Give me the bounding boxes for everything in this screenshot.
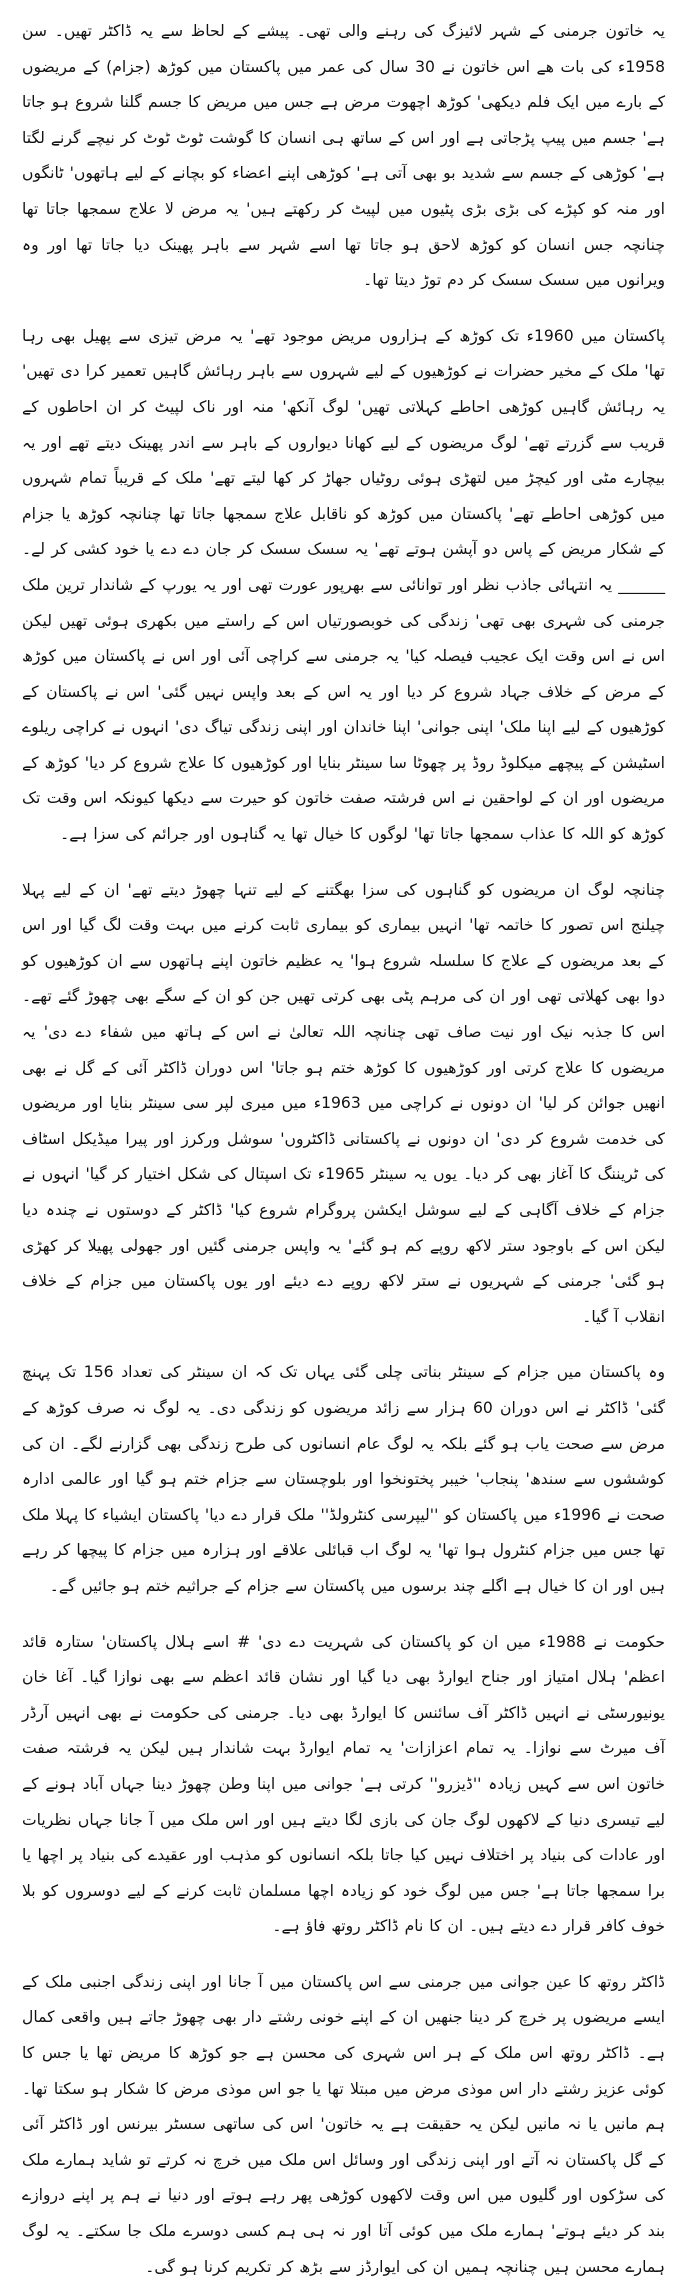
paragraph-1: یہ خاتون جرمنی کے شہر لائیزگ کی رہنے والی تھی۔ پیشے کے لحاظ سے یہ ڈاکٹر تھیں۔ سن 1958ء کی بات ھے اس خاتون نے 30 سال کی عمر میں پاکستان میں کوڑھ (جزام) کے مریضوں کے بارے میں ایک فلم دیکھی' کوڑھ اچھوت مرض ہے جس میں مریض کا جسم گلنا شروع ہو جاتا ہے' جسم میں پیپ پڑجاتی ہے اور اس کے ساتھ ہی انسان کا گوشت ٹوٹ ٹوٹ کر نیچے گرنے لگتا ہے' کوڑھی کے جسم سے شدید بو بھی آتی ہے' کوڑھی اپنے اعضاء کو بچانے کے لیے ہاتھوں' ٹانگوں اور منہ کو کپڑے کی بڑی بڑی پٹیوں میں لپیٹ کر رکھتے ہیں' یہ مرض لا علاج سمجھا جاتا تھا چنانچہ جس انسان کو کوڑھ لاحق ہو جاتا تھا اسے شہر سے باہر پھینک دیا جاتا تھا اور وہ ویرانوں میں سسک سسک کر دم توڑ دیتا تھا۔ — [22, 22, 665, 290]
paragraph-3: چنانچہ لوگ ان مریضوں کو گناہوں کی سزا بھگتنے کے لیے تنہا چھوڑ دیتے تھے' ان کے لیے پہلا چیلنج اس تصور کا خاتمہ تھا' انہیں بیماری کو بیماری ثابت کرنے میں بہت وقت لگ گیا اور اس کے بعد مریضوں کے علاج کا سلسلہ شروع ہوا' یہ عظیم خاتون اپنے ہاتھوں سے ان کوڑھیوں کو دوا بھی کھلاتی تھی اور ان کی مرہم پٹی بھی کرتی تھیں جن کو ان کے سگے بھی چھوڑ گئے تھے۔ اس کا جذبہ نیک اور نیت صاف تھی چنانچہ اللہ تعالیٰ نے اس کے ہاتھ میں شفاء دے دی' یہ مریضوں کا علاج کرتی اور کوڑھیوں کا کوڑھ ختم ہو جاتا' اس دوران ڈاکٹر آئی کے گل نے بھی انھیں جوائن کر لیا' ان دونوں نے کراچی میں 1963ء میں میری لپر سی سینٹر بنایا اور مریضوں کی خدمت شروع کر دی' ان دونوں نے پاکستانی ڈاکٹروں' سوشل ورکرز اور پیرا میڈیکل اسٹاف کی ٹریننگ کا آغاز بھی کر دیا۔ یوں یہ سینٹر 1965ء تک اسپتال کی شکل اختیار کر گیا' انہوں نے جزام کے خلاف آگاہی کے لیے سوشل ایکشن پروگرام شروع کیا' ڈاکٹر کے دوستوں نے چندہ دیا لیکن اس کے باوجود ستر لاکھ روپے کم ہو گئے' یہ واپس جرمنی گئیں اور جھولی پھیلا کر کھڑی ہو گئی' جرمنی کے شہریوں نے ستر لاکھ روپے دے دیئے اور یوں پاکستان میں جزام کے خلاف انقلاب آ گیا۔ — [22, 880, 666, 1326]
paragraph-4: وہ پاکستان میں جزام کے سینٹر بناتی چلی گئی یہاں تک کہ ان سینٹر کی تعداد 156 تک پہنچ گئی' ڈاکٹر نے اس دوران 60 ہزار سے زائد مریضوں کو زندگی دی۔ یہ لوگ نہ صرف کوڑھ کے مرض سے صحت یاب ہو گئے بلکہ یہ لوگ عام انسانوں کی طرح زندگی بھی گزارنے لگے۔ ان کی کوششوں سے سندھ' پنجاب' خیبر پختونخوا اور بلوچستان سے جزام ختم ہو گیا اور عالمی ادارہ صحت نے 1996ء میں پاکستان کو ''لیپرسی کنٹرولڈ'' ملک قرار دے دیا' پاکستان ایشیاء کا پہلا ملک تھا جس میں جزام کنٹرول ہوا تھا' یہ لوگ اب قبائلی علاقے اور ہزارہ میں جزام کا پیچھا کر رہے ہیں اور ان کا خیال ہے اگلے چند برسوں میں پاکستان سے جزام کے جراثیم ختم ہو جائیں گے۔ — [22, 1363, 666, 1595]
paragraph-5: حکومت نے 1988ء میں ان کو پاکستان کی شہریت دے دی' # اسے ہلال پاکستان' ستارہ قائد اعظم' ہلال امتیاز اور جناح ایوارڈ بھی دیا گیا اور نشان قائد اعظم سے بھی نوازا گیا۔ آغا خان یونیورسٹی نے انہیں ڈاکٹر آف سائنس کا ایوارڈ بھی دیا۔ جرمنی کی حکومت نے بھی انہیں آرڈر آف میرٹ سے نوازا۔ یہ تمام اعزازات' یہ تمام ایوارڈ بہت شاندار ہیں لیکن یہ فرشتہ صفت خاتون اس سے کہیں زیادہ ''ڈیزرو'' کرتی ہے' جوانی میں اپنا وطن چھوڑ دینا جہاں آباد ہونے کے لیے تیسری دنیا کے لاکھوں لوگ جان کی بازی لگا دیتے ہیں اور اس ملک میں آ جانا جہاں نظریات اور عادات کی بنیاد پر اختلاف نہیں کیا جاتا بلکہ انسانوں کو مذہب اور عقیدے کی بنیاد پر اچھا یا برا سمجھا جاتا ہے' جس میں لوگ خود کو زیادہ اچھا مسلمان ثابت کرنے کے لیے دوسروں کو بلا خوف کافر قرار دے دیتے ہیں۔ ان کا نام ڈاکٹر روتھ فاؤ ہے۔ — [22, 1632, 665, 1936]
paragraph-6: ڈاکٹر روتھ کا عین جوانی میں جرمنی سے اس پاکستان میں آ جانا اور اپنی زندگی اجنبی ملک کے ایسے مریضوں پر خرچ کر دینا جنھیں ان کے اپنے خونی رشتے دار بھی چھوڑ جاتے ہیں واقعی کمال ہے۔ ڈاکٹر روتھ اس ملک کے ہر اس شہری کی محسن ہے جو کوڑھ کا مریض تھا یا جس کا کوئی عزیز رشتے دار اس موذی مرض میں مبتلا تھا یا جو اس موذی مرض کا شکار ہو سکتا تھا۔ ہم مانیں یا نہ مانیں لیکن یہ حقیقت ہے یہ خاتون' اس کی ساتھی سسٹر بیرنس اور ڈاکٹر آئی کے گل پاکستان نہ آتے اور اپنی زندگی اور وسائل اس ملک میں خرچ نہ کرتے تو شاید ہمارے ملک کی سڑکوں اور گلیوں میں اس وقت لاکھوں کوڑھی پھر رہے ہوتے اور دنیا نے ہم پر اپنے دروازے بند کر دیئے ہوتے' ہمارے ملک میں کوئی آتا اور نہ ہی ہم کسی دوسرے ملک جا سکتے۔ یہ لوگ ہمارے محسن ہیں چنانچہ ہمیں ان کی ایوارڈز سے بڑھ کر تکریم کرنا ہو گی۔ — [22, 1972, 665, 2276]
paragraph-2: پاکستان میں 1960ء تک کوڑھ کے ہزاروں مریض موجود تھے' یہ مرض تیزی سے پھیل بھی رہا تھا' ملک کے مخیر حضرات نے کوڑھیوں کے لیے شہروں سے باہر رہائش گاہیں تعمیر کرا دی تھیں' یہ رہائش گاہیں کوڑھی احاطے کہلاتی تھیں' لوگ آنکھ' منہ اور ناک لپیٹ کر ان احاطوں کے قریب سے گزرتے تھے' لوگ مریضوں کے لیے کھانا دیواروں کے باہر سے اندر پھینک دیتے تھے اور یہ بیچارے مٹی اور کیچڑ میں لتھڑی ہوئی روٹیاں جھاڑ کر کھا لیتے تھے' ملک کے قریباً تمام شہروں میں کوڑھی احاطے تھے' پاکستان میں کوڑھ کو ناقابل علاج سمجھا جاتا تھا چنانچہ کوڑھ یا جزام کے شکار مریض کے پاس دو آپشن ہوتے تھے' یہ سسک سسک کر جان دے دے یا خود کشی کر لے۔ ______ یہ انتہائی جاذب نظر اور توانائی سے بھرپور عورت تھی اور یہ یورپ کے شاندار ترین ملک جرمنی کی شہری بھی تھی' زندگی کی خوبصورتیاں اس کے راستے میں بکھری ہوئی تھیں لیکن اس نے اس وقت ایک عجیب فیصلہ کیا' یہ جرمنی سے کراچی آئی اور اس نے پاکستان میں کوڑھ کے مرض کے خلاف جہاد شروع کر دیا اور یہ اس کے بعد واپس نہیں گئی' اس نے پاکستان کے کوڑھیوں کے لیے اپنا ملک' اپنی جوانی' اپنا خاندان اور اپنی زندگی تیاگ دی' انہوں نے کراچی ریلوے اسٹیشن کے پیچھے میکلوڈ روڈ پر چھوٹا سا سینٹر بنایا اور کوڑھیوں کا علاج شروع کر دیا' کوڑھ کے مریضوں اور ان کے لواحقین نے اس فرشتہ صفت خاتون کو حیرت سے دیکھا کیونکہ اس وقت تک کوڑھ کو اللہ کا عذاب سمجھا جاتا تھا' لوگوں کا خیال تھا یہ گناہوں اور جرائم کی سزا ہے۔ — [22, 326, 665, 844]
